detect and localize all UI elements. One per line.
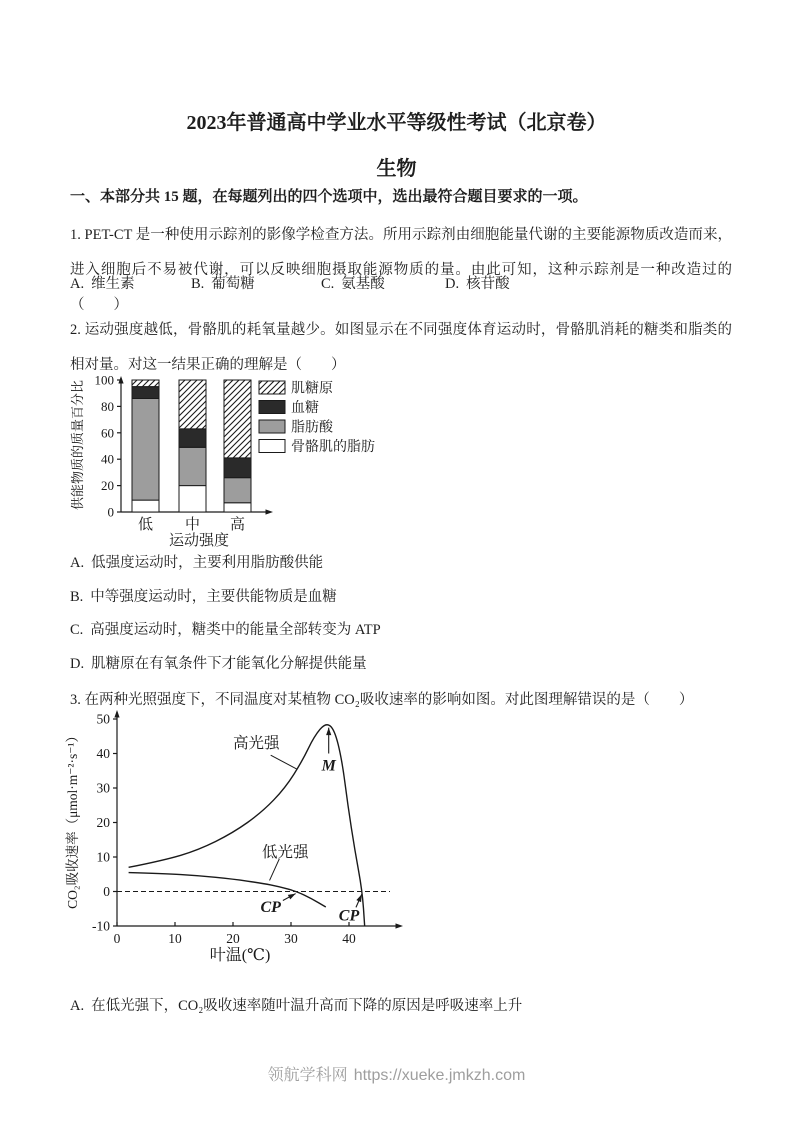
footer-watermark [0, 1064, 793, 1088]
option-text: 核苷酸 [466, 276, 510, 292]
svg-text:低光强: 低光强 [261, 843, 309, 861]
svg-text:20: 20 [226, 931, 240, 946]
svg-text:CP: CP [338, 907, 360, 925]
question-2-number: 2. [70, 321, 81, 338]
svg-text:供能物质的质量百分比: 供能物质的质量百分比 [70, 379, 85, 511]
option-text: 在低光强下，CO₂吸收速率随叶温升高而下降的原因是呼吸速率上升 [91, 997, 523, 1014]
svg-text:中: 中 [184, 517, 201, 533]
question-1-option-b [191, 267, 321, 302]
question-1-stem: PET-CT 是一种使用示踪剂的影像学检查方法。所用示踪剂由细胞能量代谢的主要能源物质改造而来，进入细胞后不易被代谢，可以反映细胞摄取能源物质的量。由此可知，这种示踪剂是一种改造过的（ ） [70, 226, 732, 313]
question-2-option-c [70, 614, 732, 648]
svg-text:30: 30 [284, 931, 298, 946]
svg-text:20: 20 [101, 478, 114, 494]
exam-title: 2023年普通高中学业水平等级性考试（北京卷） [186, 112, 607, 135]
svg-text:脂肪酸: 脂肪酸 [291, 420, 333, 436]
svg-text:骨骼肌的脂肪: 骨骼肌的脂肪 [291, 440, 375, 455]
question-3-option-a [70, 989, 732, 1024]
option-label: C. [70, 622, 84, 638]
line-chart-co2-uptake [64, 702, 436, 970]
bar-chart-energy-sources [69, 370, 414, 556]
option-text: 氨基酸 [341, 276, 385, 292]
svg-text:CO₂吸收速率（μmol·m⁻²·s⁻¹）: CO₂吸收速率（μmol·m⁻²·s⁻¹） [65, 729, 80, 909]
svg-text:高: 高 [229, 517, 246, 533]
question-1-option-a [70, 267, 191, 302]
question-1-number: 1. [70, 226, 81, 243]
svg-text:0: 0 [103, 884, 110, 899]
option-text: 肌糖原在有氧条件下才能氧化分解提供能量 [91, 655, 367, 672]
option-text: 低强度运动时，主要利用脂肪酸供能 [91, 555, 324, 571]
svg-text:10: 10 [96, 849, 110, 865]
svg-text:40: 40 [342, 931, 356, 946]
svg-text:60: 60 [101, 425, 114, 441]
option-label: D. [445, 276, 460, 292]
question-3-stem: 在两种光照强度下，不同温度对某植物 CO₂吸收速率的影响如图。对此图理解错误的是（ ） [84, 691, 694, 708]
question-1-option-d [445, 267, 510, 302]
option-text: 维生素 [91, 276, 135, 292]
svg-text:低: 低 [137, 517, 154, 533]
option-text: 葡萄糖 [211, 276, 255, 292]
question-2-option-a [70, 547, 732, 581]
svg-text:叶温(℃): 叶温(℃) [209, 947, 271, 964]
svg-text:高光强: 高光强 [232, 735, 280, 753]
svg-text:30: 30 [96, 780, 110, 796]
option-label: A. [70, 555, 85, 571]
svg-text:-10: -10 [92, 918, 110, 934]
footer-site-name: 领航学科网 [267, 1067, 348, 1084]
question-2-option-b [70, 581, 732, 615]
svg-text:40: 40 [101, 451, 114, 467]
svg-text:80: 80 [101, 398, 114, 414]
svg-text:100: 100 [94, 372, 114, 388]
question-3-number: 3. [70, 691, 81, 708]
svg-text:肌糖原: 肌糖原 [291, 381, 333, 397]
option-label: B. [70, 588, 84, 605]
question-2-stem: 运动强度越低，骨骼肌的耗氧量越少。如图显示在不同强度体育运动时，骨骼肌消耗的糖类和脂类的相对量。对这一结果正确的理解是（ ） [70, 321, 732, 373]
option-label: A. [70, 997, 85, 1014]
option-label: D. [70, 655, 85, 672]
section-instructions: 一、本部分共 15 题，在每题列出的四个选项中，选出最符合题目要求的一项。 [70, 189, 588, 205]
option-label: B. [191, 276, 205, 292]
question-1-option-c [321, 267, 445, 302]
svg-text:20: 20 [96, 815, 110, 830]
option-text: 中等强度运动时，主要供能物质是血糖 [90, 588, 337, 605]
question-1-options [70, 267, 732, 302]
svg-text:0: 0 [107, 504, 114, 520]
svg-text:CP: CP [260, 899, 281, 917]
svg-text:血糖: 血糖 [291, 401, 319, 416]
svg-text:50: 50 [96, 711, 110, 727]
svg-text:0: 0 [113, 931, 121, 946]
exam-subject: 生物 [376, 157, 417, 180]
question-2-option-d [70, 648, 732, 682]
option-text: 高强度运动时，糖类中的能量全部转变为 ATP [90, 622, 381, 638]
svg-text:运动强度: 运动强度 [168, 533, 230, 549]
option-label: A. [70, 276, 85, 292]
svg-text:10: 10 [168, 931, 182, 946]
option-label: C. [321, 276, 335, 292]
question-2-options [70, 547, 732, 681]
svg-text:40: 40 [96, 746, 110, 761]
svg-text:M: M [321, 757, 336, 775]
footer-url: https://xueke.jmkzh.com [353, 1067, 526, 1084]
